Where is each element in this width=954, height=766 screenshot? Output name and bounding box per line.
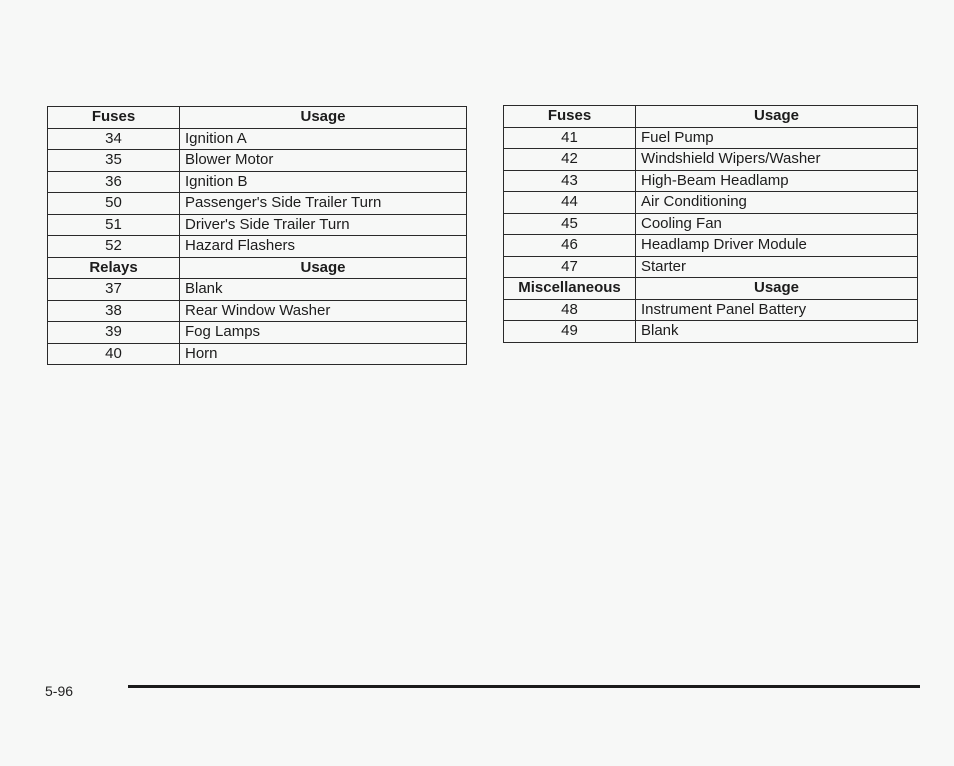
misc-usage: Blank — [636, 321, 918, 343]
table-row — [48, 236, 467, 258]
table-row — [504, 213, 918, 235]
table-header-row — [504, 106, 918, 128]
table-header-row — [504, 278, 918, 300]
table-row — [48, 322, 467, 344]
table-row — [48, 193, 467, 215]
page-number: 5-96 — [45, 683, 74, 699]
fuse-usage: Ignition A — [180, 128, 467, 150]
fuse-usage: High-Beam Headlamp — [636, 170, 918, 192]
fuse-number: 45 — [504, 213, 636, 235]
column-header-usage: Usage — [180, 107, 467, 129]
table-row — [504, 321, 918, 343]
fuse-usage: Hazard Flashers — [180, 236, 467, 258]
table-row — [48, 300, 467, 322]
fuse-number: 34 — [48, 128, 180, 150]
column-header-fuses: Fuses — [48, 107, 180, 129]
table-header-row — [48, 257, 467, 279]
column-header-usage: Usage — [180, 257, 467, 279]
column-header-usage: Usage — [636, 278, 918, 300]
fuse-number: 47 — [504, 256, 636, 278]
fuse-number: 35 — [48, 150, 180, 172]
misc-number: 48 — [504, 299, 636, 321]
table-row — [48, 279, 467, 301]
table-row — [504, 127, 918, 149]
fuse-number: 36 — [48, 171, 180, 193]
relay-number: 39 — [48, 322, 180, 344]
fuse-usage: Driver's Side Trailer Turn — [180, 214, 467, 236]
table-row — [504, 256, 918, 278]
column-header-relays: Relays — [48, 257, 180, 279]
column-header-usage: Usage — [636, 106, 918, 128]
misc-usage: Instrument Panel Battery — [636, 299, 918, 321]
fuse-usage: Cooling Fan — [636, 213, 918, 235]
misc-number: 49 — [504, 321, 636, 343]
fuse-number: 52 — [48, 236, 180, 258]
table-row — [504, 170, 918, 192]
relay-number: 38 — [48, 300, 180, 322]
fuse-usage: Fuel Pump — [636, 127, 918, 149]
fuse-number: 42 — [504, 149, 636, 171]
table-header-row — [48, 107, 467, 129]
column-header-miscellaneous: Miscellaneous — [504, 278, 636, 300]
table-row — [48, 150, 467, 172]
table-row — [504, 192, 918, 214]
relay-usage: Horn — [180, 343, 467, 365]
fuse-number: 44 — [504, 192, 636, 214]
left-fuse-table — [47, 106, 467, 365]
fuse-usage: Air Conditioning — [636, 192, 918, 214]
fuse-number: 41 — [504, 127, 636, 149]
table-row — [48, 214, 467, 236]
footer-divider — [128, 685, 920, 688]
table-row — [504, 299, 918, 321]
table-row — [504, 149, 918, 171]
table-row — [48, 171, 467, 193]
fuse-number: 43 — [504, 170, 636, 192]
relay-usage: Fog Lamps — [180, 322, 467, 344]
fuse-number: 46 — [504, 235, 636, 257]
column-header-fuses: Fuses — [504, 106, 636, 128]
fuse-number: 50 — [48, 193, 180, 215]
relay-number: 37 — [48, 279, 180, 301]
relay-number: 40 — [48, 343, 180, 365]
relay-usage: Rear Window Washer — [180, 300, 467, 322]
relay-usage: Blank — [180, 279, 467, 301]
fuse-usage: Windshield Wipers/Washer — [636, 149, 918, 171]
fuse-number: 51 — [48, 214, 180, 236]
fuse-usage: Headlamp Driver Module — [636, 235, 918, 257]
table-row — [504, 235, 918, 257]
table-row — [48, 128, 467, 150]
table-row — [48, 343, 467, 365]
fuse-usage: Blower Motor — [180, 150, 467, 172]
right-fuse-table — [503, 105, 918, 343]
fuse-usage: Ignition B — [180, 171, 467, 193]
fuse-usage: Passenger's Side Trailer Turn — [180, 193, 467, 215]
fuse-usage: Starter — [636, 256, 918, 278]
